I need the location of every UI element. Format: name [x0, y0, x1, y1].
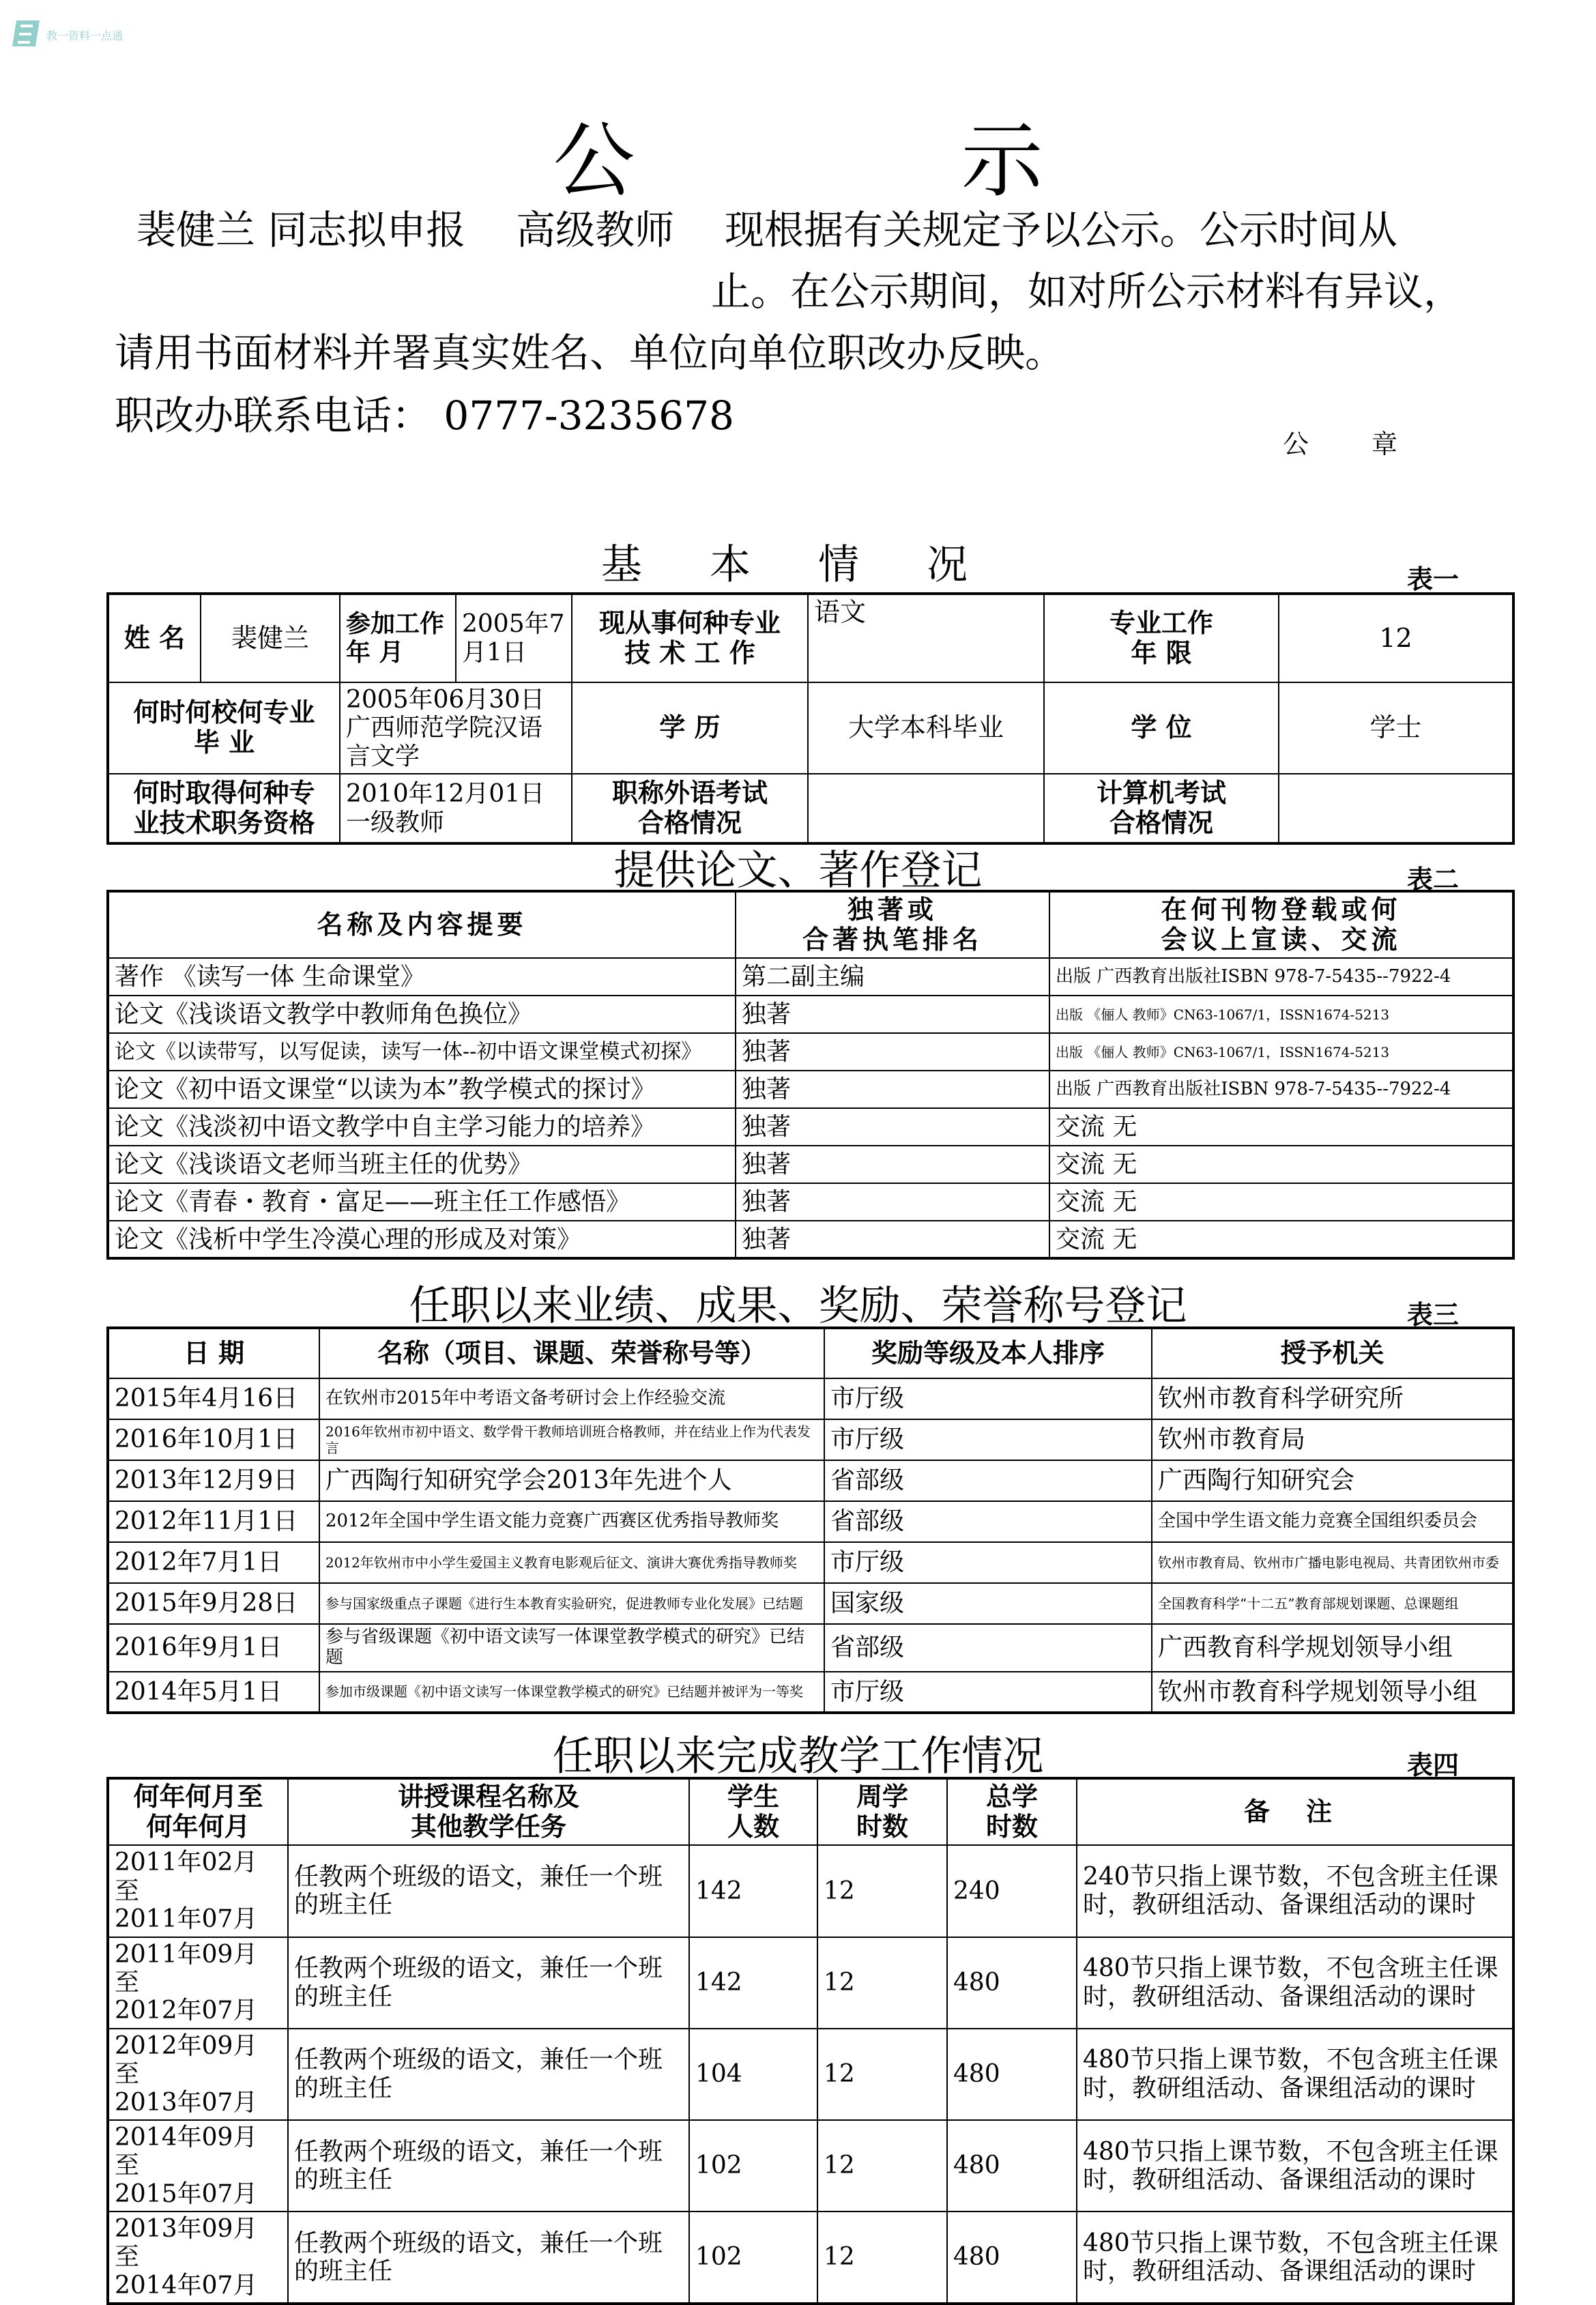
teaching-total-hours: 480 [947, 2029, 1077, 2120]
teaching-row [108, 2029, 1513, 2120]
teaching-header-period: 何年何月至 何年何月 [108, 1778, 288, 1845]
achievement-level: 省部级 [824, 1624, 1152, 1672]
paper-title: 著作 《读写一体 生命课堂》 [108, 958, 736, 996]
teaching-header-course: 讲授课程名称及 其他教学任务 [288, 1778, 689, 1845]
papers-header-name: 名称及内容提要 [108, 891, 736, 958]
teaching-row [108, 2212, 1513, 2304]
achievement-level: 市厅级 [824, 1542, 1152, 1583]
teaching-total-hours: 480 [947, 2120, 1077, 2212]
notice-title: 公 示 [553, 114, 1193, 209]
teaching-period: 2011年09月至 2012年07月 [108, 1937, 288, 2029]
achievement-issuer: 钦州市教育局 [1152, 1419, 1513, 1460]
paper-authorship: 独著 [736, 1071, 1049, 1108]
teaching-period: 2013年09月至 2014年07月 [108, 2212, 288, 2304]
education-label: 学 历 [572, 682, 808, 774]
notice-line-2: 止。在公示期间，如对所公示材料有异议， [711, 268, 1464, 315]
teaching-weekly-hours: 12 [817, 1845, 947, 1937]
teaching-remarks: 480节只指上课节数，不包含班主任课时，教研组活动、备课组活动的课时 [1077, 2120, 1513, 2212]
foreign-language-value [808, 774, 1044, 843]
papers-header-venue: 在何刊物登载或何 会议上宣读、交流 [1049, 891, 1513, 958]
achievement-level: 省部级 [824, 1460, 1152, 1501]
education-value: 大学本科毕业 [808, 682, 1044, 774]
achievement-name: 2016年钦州市初中语文、数学骨干教师培训班合格教师，并在结业上作为代表发言 [319, 1419, 824, 1460]
table2-label: 表二 [1407, 865, 1460, 895]
achievement-name: 2012年全国中学生语文能力竞赛广西赛区优秀指导教师奖 [319, 1501, 824, 1542]
degree-value: 学士 [1279, 682, 1513, 774]
achievements-header-issuer: 授予机关 [1152, 1328, 1513, 1378]
degree-label: 学 位 [1044, 682, 1279, 774]
achievement-issuer: 钦州市教育科学规划领导小组 [1152, 1672, 1513, 1713]
paper-authorship: 独著 [736, 1146, 1049, 1183]
paper-row [108, 1221, 1513, 1258]
paper-venue: 交流 无 [1049, 1108, 1513, 1146]
achievement-level: 市厅级 [824, 1672, 1152, 1713]
major-label: 现从事何种专业 技 术 工 作 [572, 594, 808, 682]
achievements-header-date: 日 期 [108, 1328, 319, 1378]
teaching-course: 任教两个班级的语文，兼任一个班的班主任 [288, 2029, 689, 2120]
achievement-issuer: 广西陶行知研究会 [1152, 1460, 1513, 1501]
seal-label: 公 章 [1283, 429, 1425, 459]
teaching-header-total-hours: 总学 时数 [947, 1778, 1077, 1845]
achievement-name: 在钦州市2015年中考语文备考研讨会上作经验交流 [319, 1378, 824, 1419]
achievements-header-name: 名称（项目、课题、荣誉称号等） [319, 1328, 824, 1378]
achievement-row [108, 1672, 1513, 1713]
basic-info-table [106, 592, 1515, 845]
achievement-row [108, 1501, 1513, 1542]
teaching-course: 任教两个班级的语文，兼任一个班的班主任 [288, 2212, 689, 2304]
papers-table [106, 890, 1515, 1260]
computer-exam-value [1279, 774, 1513, 843]
paper-venue: 交流 无 [1049, 1221, 1513, 1258]
table2-title: 提供论文、著作登记 [613, 847, 983, 895]
teaching-period: 2012年09月至 2013年07月 [108, 2029, 288, 2120]
table4-label: 表四 [1407, 1750, 1460, 1780]
paper-authorship: 独著 [736, 1108, 1049, 1146]
achievement-row [108, 1378, 1513, 1419]
achievement-level: 国家级 [824, 1583, 1152, 1624]
achievement-row [108, 1583, 1513, 1624]
achievement-date: 2013年12月9日 [108, 1460, 319, 1501]
achievement-issuer: 全国中学生语文能力竞赛全国组织委员会 [1152, 1501, 1513, 1542]
graduation-value: 2005年06月30日广西师范学院汉语言文学 [340, 682, 572, 774]
achievement-level: 市厅级 [824, 1419, 1152, 1460]
years-value: 12 [1279, 594, 1513, 682]
notice-line-4: 职改办联系电话： 0777-3235678 [115, 392, 734, 439]
teaching-students: 102 [689, 2212, 817, 2304]
years-label: 专业工作 年 限 [1044, 594, 1279, 682]
table1-title: 基 本 情 况 [600, 541, 996, 589]
paper-title: 论文《浅淡初中语文教学中自主学习能力的培养》 [108, 1108, 736, 1146]
achievement-issuer: 钦州市教育科学研究所 [1152, 1378, 1513, 1419]
table1-label: 表一 [1407, 564, 1460, 594]
teaching-students: 142 [689, 1845, 817, 1937]
teaching-students: 104 [689, 2029, 817, 2120]
achievement-date: 2012年7月1日 [108, 1542, 319, 1583]
teaching-header-weekly-hours: 周学 时数 [817, 1778, 947, 1845]
teaching-weekly-hours: 12 [817, 1937, 947, 2029]
name-label: 姓 名 [108, 594, 201, 682]
achievement-row [108, 1624, 1513, 1672]
paper-row [108, 1146, 1513, 1183]
achievement-name: 2012年钦州市中小学生爱国主义教育电影观后征文、演讲大赛优秀指导教师奖 [319, 1542, 824, 1583]
teaching-row [108, 2120, 1513, 2212]
achievement-issuer: 钦州市教育局、钦州市广播电影电视局、共青团钦州市委 [1152, 1542, 1513, 1583]
major-value: 语文 [808, 594, 1044, 682]
paper-venue: 交流 无 [1049, 1183, 1513, 1221]
teaching-remarks: 480节只指上课节数，不包含班主任课时，教研组活动、备课组活动的课时 [1077, 1937, 1513, 2029]
teaching-weekly-hours: 12 [817, 2120, 947, 2212]
paper-venue: 出版 广西教育出版社ISBN 978-7-5435--7922-4 [1049, 958, 1513, 996]
teaching-header-students: 学生 人数 [689, 1778, 817, 1845]
papers-header-authorship: 独著或 合著执笔排名 [736, 891, 1049, 958]
paper-row [108, 958, 1513, 996]
title-qualification-label: 何时取得何种专 业技术职务资格 [108, 774, 340, 843]
achievement-name: 参加市级课题《初中语文读写一体课堂教学模式的研究》已结题并被评为一等奖 [319, 1672, 824, 1713]
paper-venue: 出版 《俪人 教师》CN63-1067/1，ISSN1674-5213 [1049, 996, 1513, 1033]
teaching-students: 102 [689, 2120, 817, 2212]
paper-row [108, 1108, 1513, 1146]
teaching-total-hours: 480 [947, 2212, 1077, 2304]
foreign-language-label: 职称外语考试 合格情况 [572, 774, 808, 843]
achievement-date: 2014年5月1日 [108, 1672, 319, 1713]
paper-venue: 出版 《俪人 教师》CN63-1067/1，ISSN1674-5213 [1049, 1033, 1513, 1071]
teaching-period: 2014年09月至 2015年07月 [108, 2120, 288, 2212]
achievement-date: 2012年11月1日 [108, 1501, 319, 1542]
achievement-level: 市厅级 [824, 1378, 1152, 1419]
teaching-remarks: 480节只指上课节数，不包含班主任课时，教研组活动、备课组活动的课时 [1077, 2029, 1513, 2120]
paper-authorship: 独著 [736, 1033, 1049, 1071]
teaching-row [108, 1845, 1513, 1937]
achievement-date: 2016年10月1日 [108, 1419, 319, 1460]
teaching-course: 任教两个班级的语文，兼任一个班的班主任 [288, 2120, 689, 2212]
paper-row [108, 1033, 1513, 1071]
title-qualification-value: 2010年12月01日一级教师 [340, 774, 572, 843]
teaching-weekly-hours: 12 [817, 2212, 947, 2304]
achievement-name: 广西陶行知研究学会2013年先进个人 [319, 1460, 824, 1501]
achievement-row [108, 1419, 1513, 1460]
paper-row [108, 1071, 1513, 1108]
paper-row [108, 1183, 1513, 1221]
paper-title: 论文《浅析中学生冷漠心理的形成及对策》 [108, 1221, 736, 1258]
teaching-students: 142 [689, 1937, 817, 2029]
computer-exam-label: 计算机考试 合格情况 [1044, 774, 1279, 843]
logo [12, 15, 149, 52]
achievement-row [108, 1542, 1513, 1583]
paper-venue: 出版 广西教育出版社ISBN 978-7-5435--7922-4 [1049, 1071, 1513, 1108]
achievements-header-level: 奖励等级及本人排序 [824, 1328, 1152, 1378]
graduation-label: 何时何校何专业 毕 业 [108, 682, 340, 774]
teaching-remarks: 480节只指上课节数，不包含班主任课时，教研组活动、备课组活动的课时 [1077, 2212, 1513, 2304]
table4-title: 任职以来完成教学工作情况 [552, 1733, 1044, 1780]
notice-line-3: 请用书面材料并署真实姓名、单位向单位职改办反映。 [115, 330, 1065, 376]
paper-title: 论文《初中语文课堂“以读为本”教学模式的探讨》 [108, 1071, 736, 1108]
achievement-date: 2015年4月16日 [108, 1378, 319, 1419]
svg-text:教一资料一点通: 教一资料一点通 [46, 29, 124, 42]
teaching-course: 任教两个班级的语文，兼任一个班的班主任 [288, 1937, 689, 2029]
achievement-level: 省部级 [824, 1501, 1152, 1542]
paper-authorship: 独著 [736, 1183, 1049, 1221]
achievement-name: 参与国家级重点子课题《进行生本教育实验研究，促进教师专业化发展》已结题 [319, 1583, 824, 1624]
teaching-row [108, 1937, 1513, 2029]
achievement-date: 2015年9月28日 [108, 1583, 319, 1624]
teaching-period: 2011年02月至 2011年07月 [108, 1845, 288, 1937]
achievement-row [108, 1460, 1513, 1501]
paper-title: 论文《浅谈语文老师当班主任的优势》 [108, 1146, 736, 1183]
paper-authorship: 独著 [736, 1221, 1049, 1258]
work-start-label: 参加工作 年 月 [340, 594, 456, 682]
teaching-total-hours: 480 [947, 1937, 1077, 2029]
table3-label: 表三 [1407, 1300, 1460, 1330]
table3-title: 任职以来业绩、成果、奖励、荣誉称号登记 [409, 1282, 1187, 1330]
work-start-value: 2005年7月1日 [456, 594, 572, 682]
paper-title: 论文《浅谈语文教学中教师角色换位》 [108, 996, 736, 1033]
achievement-date: 2016年9月1日 [108, 1624, 319, 1672]
paper-venue: 交流 无 [1049, 1146, 1513, 1183]
achievement-issuer: 广西教育科学规划领导小组 [1152, 1624, 1513, 1672]
achievements-table [106, 1327, 1515, 1714]
paper-title: 论文《以读带写，以写促读，读写一体--初中语文课堂模式初探》 [108, 1033, 736, 1071]
paper-authorship: 第二副主编 [736, 958, 1049, 996]
paper-row [108, 996, 1513, 1033]
teaching-total-hours: 240 [947, 1845, 1077, 1937]
teaching-remarks: 240节只指上课节数，不包含班主任课时，教研组活动、备课组活动的课时 [1077, 1845, 1513, 1937]
paper-title: 论文《青春・教育・富足——班主任工作感悟》 [108, 1183, 736, 1221]
paper-authorship: 独著 [736, 996, 1049, 1033]
teaching-course: 任教两个班级的语文，兼任一个班的班主任 [288, 1845, 689, 1937]
achievement-issuer: 全国教育科学“十二五”教育部规划课题、总课题组 [1152, 1583, 1513, 1624]
notice-line-1: 裴健兰 同志拟申报 高级教师 现根据有关规定予以公示。公示时间从 [136, 207, 1397, 253]
teaching-table [106, 1777, 1515, 2305]
teaching-header-remarks: 备 注 [1077, 1778, 1513, 1845]
name-value: 裴健兰 [201, 594, 340, 682]
teaching-weekly-hours: 12 [817, 2029, 947, 2120]
achievement-name: 参与省级课题《初中语文读写一体课堂教学模式的研究》已结题 [319, 1624, 824, 1672]
